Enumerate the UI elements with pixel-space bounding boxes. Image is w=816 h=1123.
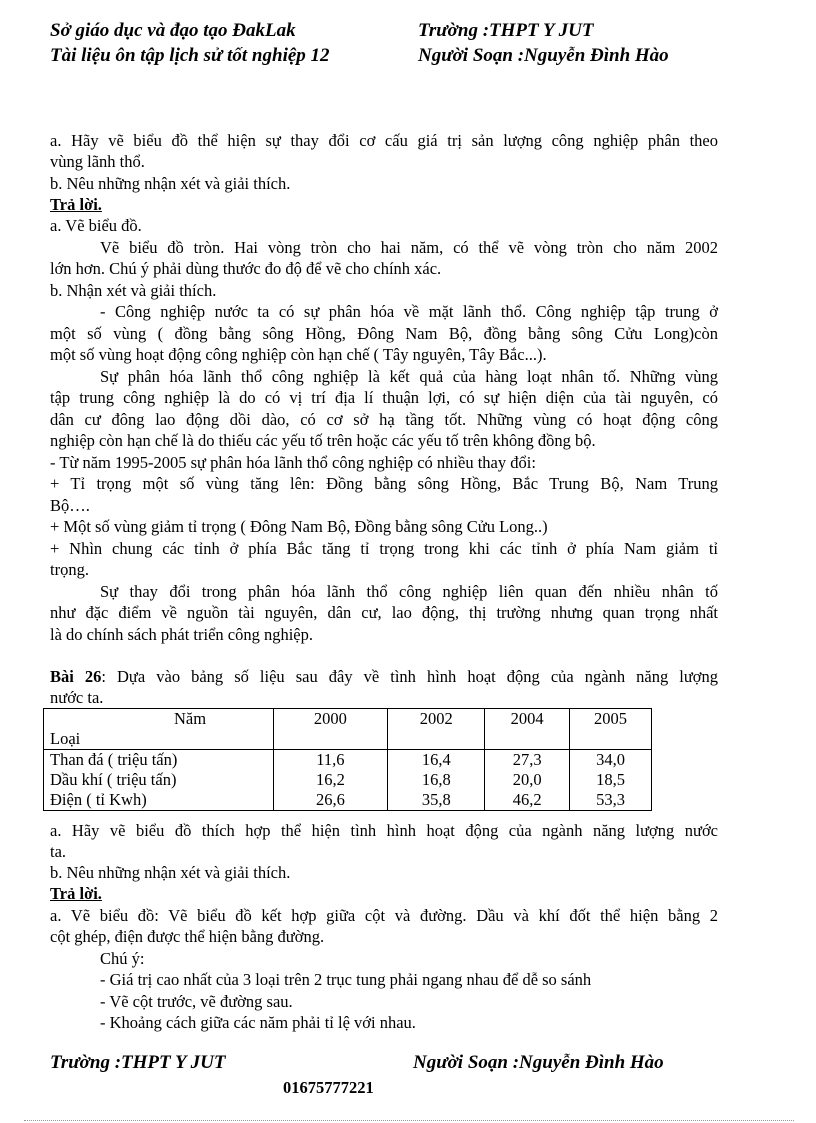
year-header-2000: 2000: [273, 709, 388, 750]
table-cell: 18,5: [570, 770, 652, 790]
table-row: [44, 790, 652, 811]
year-header-2005: 2005: [570, 709, 652, 750]
year-label: Năm: [174, 709, 207, 728]
table-header-row: [44, 709, 652, 750]
paragraph-3: - Từ năm 1995-2005 sự phân hóa lãnh thổ công nghiệp có nhiều thay đổi:: [50, 453, 536, 472]
row-label-electricity: Điện ( tỉ Kwh): [44, 790, 274, 811]
question-a-line-2: vùng lãnh thổ.: [50, 152, 145, 171]
footer-author: Người Soạn :Nguyễn Đình Hào: [413, 1052, 664, 1073]
question-a-line-1: a. Hãy vẽ biểu đồ thể hiện sự thay đổi cơ cấu giá trị sản lượng công nghiệp phân theo: [50, 131, 718, 150]
exercise-26-label: Bài 26: [50, 667, 102, 686]
exercise-26-intro-line-1: [50, 666, 718, 687]
page-bottom-divider: [24, 1120, 794, 1121]
row-label-oil-gas: Dầu khí ( triệu tấn): [44, 770, 274, 790]
paragraph-7-line-3: là do chính sách phát triển công nghiệp.: [50, 625, 314, 644]
answer-label: Trả lời.: [50, 195, 102, 214]
table-row: [44, 770, 652, 790]
row-label-coal: Than đá ( triệu tấn): [44, 750, 274, 771]
paragraph-1-line-2: một số vùng ( đồng bằng sông Hồng, Đông Nam Bộ, đồng bằng sông Cửu Long)còn: [50, 324, 718, 343]
header-author: Người Soạn :Nguyễn Đình Hào: [418, 45, 669, 66]
paragraph-1-line-3: một số vùng hoạt động công nghiệp còn hạn chế ( Tây nguyên, Tây Bắc...).: [50, 345, 547, 364]
footer-school: Trường :THPT Y JUT: [50, 1052, 226, 1073]
energy-table: [43, 708, 652, 811]
table-cell: 46,2: [485, 790, 570, 811]
table-cell: 16,8: [388, 770, 485, 790]
exercise-26-intro-text: : Dựa vào bảng số liệu sau đây về tình hình hoạt động của ngành năng lượng: [101, 667, 718, 686]
paragraph-5: + Một số vùng giảm tỉ trọng ( Đông Nam Bộ, Đồng bằng sông Cửu Long..): [50, 517, 548, 536]
answer-a-heading: a. Vẽ biểu đồ.: [50, 216, 142, 235]
table-cell: 27,3: [485, 750, 570, 771]
header-doc-title: Tài liệu ôn tập lịch sử tốt nghiệp 12: [50, 45, 330, 66]
paragraph-4-line-2: Bộ….: [50, 496, 90, 515]
note-1: - Giá trị cao nhất của 3 loại trên 2 trục tung phải ngang nhau để dễ so sánh: [100, 970, 592, 989]
table-cell: 34,0: [570, 750, 652, 771]
table-cell: 11,6: [273, 750, 388, 771]
paragraph-6-line-1: + Nhìn chung các tỉnh ở phía Bắc tăng tỉ trọng trong khi các tỉnh ở phía Nam giảm tỉ: [50, 539, 718, 558]
exercise-26-intro-line-2: nước ta.: [50, 688, 104, 707]
exercise-26-answer-a-line-1: a. Vẽ biểu đồ: Vẽ biểu đồ kết hợp giữa cột và đường. Dầu và khí đốt thể hiện bằng 2: [50, 906, 718, 925]
paragraph-7-line-1: Sự thay đổi trong phân hóa lãnh thổ công nghiệp liên quan đến nhiều nhân tố: [100, 582, 718, 601]
table-row: [44, 750, 652, 771]
exercise-26-question-a-line-2: ta.: [50, 842, 67, 861]
kind-label: Loại: [50, 729, 81, 748]
exercise-26-question-b: b. Nêu những nhận xét và giải thích.: [50, 863, 291, 882]
paragraph-6-line-2: trọng.: [50, 560, 89, 579]
note-2: - Vẽ cột trước, vẽ đường sau.: [100, 992, 293, 1011]
exercise-26-answer-label: Trả lời.: [50, 884, 102, 903]
footer-phone: 01675777221: [283, 1078, 374, 1097]
paragraph-2-line-2: tập trung công nghiệp là do có vị trí địa lí thuận lợi, có sự hiện diện của tài nguyên, có: [50, 388, 718, 407]
year-header-2002: 2002: [388, 709, 485, 750]
exercise-26-answer-a-line-2: cột ghép, điện được thể hiện bằng đường.: [50, 927, 325, 946]
answer-a-line-1: Vẽ biểu đồ tròn. Hai vòng tròn cho hai năm, có thể vẽ vòng tròn cho năm 2002: [100, 238, 718, 257]
note-label: Chú ý:: [100, 949, 145, 968]
paragraph-4-line-1: + Tỉ trọng một số vùng tăng lên: Đồng bằng sông Hồng, Bắc Trung Bộ, Nam Trung: [50, 474, 718, 493]
table-cell: 16,2: [273, 770, 388, 790]
answer-a-line-2: lớn hơn. Chú ý phải dùng thước đo độ để vẽ cho chính xác.: [50, 259, 442, 278]
table-corner-cell: [44, 709, 274, 750]
table-cell: 26,6: [273, 790, 388, 811]
table-cell: 16,4: [388, 750, 485, 771]
exercise-26-question-a-line-1: a. Hãy vẽ biểu đồ thích hợp thể hiện tình hình hoạt động của ngành năng lượng nước: [50, 821, 718, 840]
question-b: b. Nêu những nhận xét và giải thích.: [50, 174, 291, 193]
year-header-2004: 2004: [485, 709, 570, 750]
header-school: Trường :THPT Y JUT: [418, 20, 594, 41]
paragraph-2-line-3: dân cư đông lao động dồi dào, có cơ sở hạ tầng tốt. Những vùng có hoạt động công: [50, 410, 718, 429]
paragraph-1-line-1: - Công nghiệp nước ta có sự phân hóa về mặt lãnh thổ. Công nghiệp tập trung ở: [100, 302, 718, 321]
table-cell: 35,8: [388, 790, 485, 811]
paragraph-2-line-4: nghiệp còn hạn chế là do thiếu các yếu tố trên hoặc các yếu tố trên không đồng bộ.: [50, 431, 596, 450]
note-3: - Khoảng cách giữa các năm phải tỉ lệ với nhau.: [100, 1013, 416, 1032]
answer-b-heading: b. Nhận xét và giải thích.: [50, 281, 217, 300]
paragraph-7-line-2: như đặc điểm về nguồn tài nguyên, dân cư, lao động, thị trường nhưng quan trọng nhất: [50, 603, 718, 622]
paragraph-2-line-1: Sự phân hóa lãnh thổ công nghiệp là kết quả của hàng loạt nhân tố. Những vùng: [100, 367, 718, 386]
header-dept: Sở giáo dục và đạo tạo ĐakLak: [50, 20, 296, 41]
table-cell: 20,0: [485, 770, 570, 790]
table-cell: 53,3: [570, 790, 652, 811]
